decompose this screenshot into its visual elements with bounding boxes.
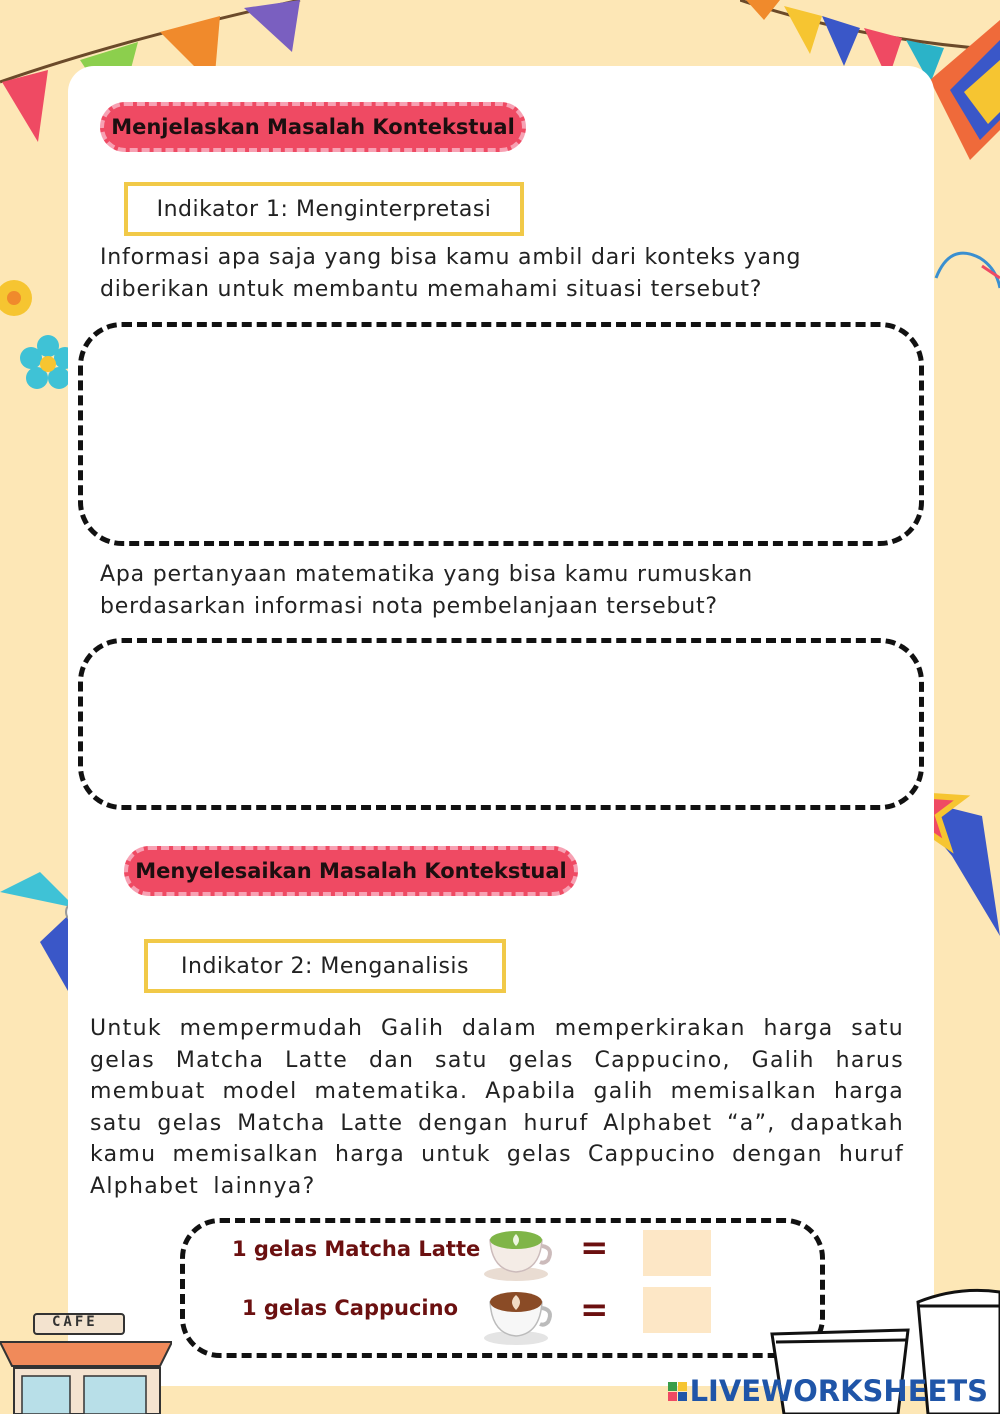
question-1-text: Informasi apa saja yang bisa kamu ambil dari konteks yang diberikan untuk membantu memahami situasi tersebut? (100, 245, 802, 302)
matcha-latte-label: 1 gelas Matcha Latte (232, 1237, 481, 1261)
question-2-text: Apa pertanyaan matematika yang bisa kamu rumuskan berdasarkan informasi nota pembelanjaan tersebut? (100, 562, 753, 619)
section-title-solve: Menyelesaikan Masalah Kontekstual (124, 846, 578, 896)
cappuccino-label: 1 gelas Cappucino (242, 1296, 458, 1320)
equals-sign-1: = (580, 1228, 609, 1268)
cappuccino-cup-icon (482, 1284, 554, 1346)
cafe-sign-text: CAFE (52, 1314, 98, 1330)
brand-text: LIVEWORKSHEETS (689, 1374, 988, 1408)
problem-paragraph: Untuk mempermudah Galih dalam memperkirakan harga satu gelas Matcha Latte dan satu gelas Cappucino, Galih harus membuat model matematika. Apabila galih memisalkan harga satu gelas Matcha Latte dengan huruf Alphabet “a”, dapatkah kamu memisalkan harga untuk gelas Cappucino dengan huruf Alphabet lainnya? (90, 1016, 904, 1199)
matcha-answer-input[interactable] (643, 1230, 711, 1276)
matcha-latte-cup-icon (482, 1224, 554, 1282)
answer-box-1[interactable] (78, 322, 924, 546)
kite-decoration (930, 20, 1000, 160)
section-title-explain: Menjelaskan Masalah Kontekstual (100, 102, 526, 152)
indicator-1-label: Indikator 1: Menginterpretasi (124, 182, 524, 236)
answer-box-2[interactable] (78, 638, 924, 810)
swirl-right-decoration (930, 238, 1000, 308)
cappuccino-answer-input[interactable] (643, 1287, 711, 1333)
liveworksheets-brand (668, 1374, 988, 1408)
equals-sign-2: = (580, 1290, 609, 1330)
brand-logo-icon (668, 1382, 687, 1401)
indicator-2-label: Indikator 2: Menganalisis (144, 939, 506, 993)
